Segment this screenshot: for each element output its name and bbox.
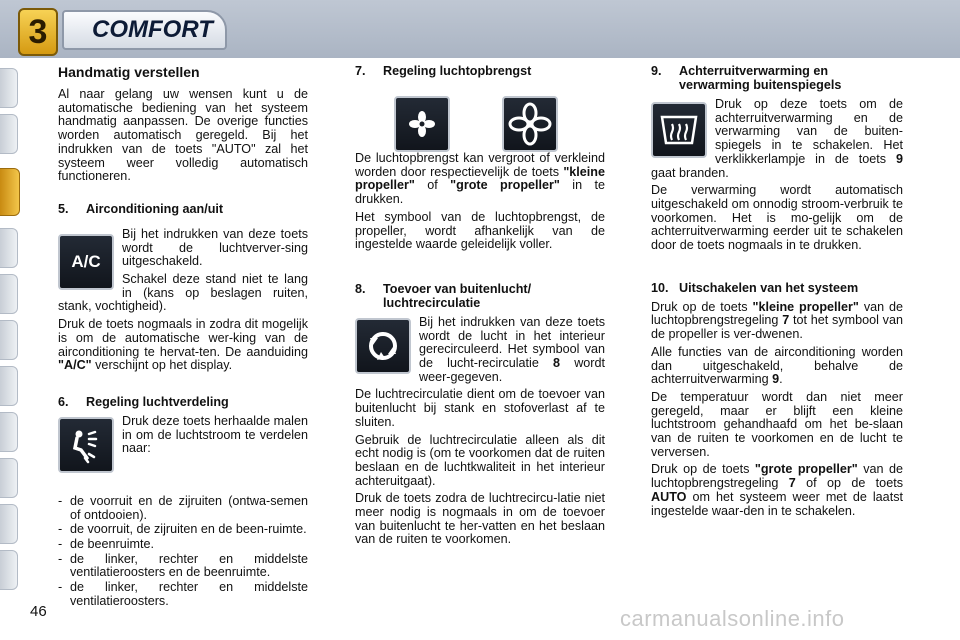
section-9-body [651,98,903,253]
paragraph: Schakel deze stand niet te lang in (kans op beslagen ruiten, stank, vochtigheid). [58,272,308,314]
paragraph: Druk de toets zodra de luchtrecircu-latie niet meer nodig is nogmaals in om de toevoer van buitenlucht te her-vatten en het beslaan van de ruiten te voorkomen. [355,491,605,547]
side-tab[interactable] [0,550,18,590]
distribution-list [58,477,308,609]
side-tab[interactable] [0,366,18,406]
section-9-heading [651,64,903,92]
section-number: 10. [651,280,669,295]
list-item: - de linker, rechter en middelste ventilatieroosters. [58,581,308,608]
small-fan-icon [394,96,450,152]
column-middle [355,64,605,84]
page-title: COMFORT [92,16,213,43]
page-number: 46 [30,603,47,620]
section-number: 5. [58,201,69,216]
section-heading: Handmatig verstellen [58,64,200,80]
paragraph: Gebruik de luchtrecirculatie alleen als dit echt nodig is (om te voorkomen dat de ruiten beslaan en de luchtkwaliteit in het interieur achteruitgaat). [355,432,605,488]
section-title: verwarming buitenspiegels [679,78,842,92]
paragraph: Bij het indrukken van deze toets wordt de lucht in het interieur gerecirculeerd. Het symbool van de lucht-recirculatie 8 wordt weer-gegeven. [419,314,605,384]
section-5-body [58,228,308,373]
section-title: Achterruitverwarming en [679,64,829,78]
column-left [58,64,308,610]
section-number: 7. [355,64,366,78]
paragraph: Druk op deze toets om de achterruitverwarming en de verwarming van de buiten-spiegels in te schakelen. Het verklikkerlampje in de toets 9 gaat branden. [651,97,903,180]
side-tab[interactable] [0,274,18,314]
large-fan-icon [502,96,558,152]
intro-paragraph: Al naar gelang uw wensen kunt u de automatische bediening van het systeem handmatig aanpassen. De overige functies worden automatisch geregeld. Bij het indrukken van de toets "AUTO" zal het systeem weer volledig automatisch functioneren. [58,87,308,184]
section-title: Toevoer van buitenlucht/ [383,281,532,296]
paragraph: De luchtrecirculatie dient om de toevoer van buitenlucht bij stank en stofoverlast af te sluiten. [355,387,605,429]
paragraph: Druk deze toets herhaalde malen in om de luchtstroom te verdelen naar: [122,413,308,456]
side-tab[interactable] [0,458,18,498]
section-number: 6. [58,394,69,409]
section-title: Airconditioning aan/uit [86,201,224,216]
paragraph: Alle functies van de airconditioning worden dan uitgeschakeld, behalve de achterruitverwarming 9. [651,344,903,387]
paragraph: De temperatuur wordt dan niet meer geregeld, maar er blijft een kleine luchtstroom gehandhaafd om het be-slaan van de ruiten te voorkomen en de lucht te verversen. [651,389,903,459]
side-tab[interactable] [0,504,18,544]
section-title: Uitschakelen van het systeem [679,280,859,295]
paragraph: De verwarming wordt automatisch uitgeschakeld om onnodig stroom-verbruik te voorkomen. Het is mo-gelijk om de achterruitverwarming eerder uit te schakelen door de toets nogmaals in te drukken. [651,183,903,253]
section-title: Regeling luchtopbrengst [383,64,532,78]
section-number: 8. [355,281,366,296]
side-tab[interactable] [0,412,18,452]
ac-icon-label: A/C [71,251,101,271]
section-title: Regeling luchtverdeling [86,394,229,409]
paragraph: Bij het indrukken van deze toets wordt de luchtverver-sing uitgeschakeld. [122,226,308,269]
section-5-heading [58,202,308,216]
column-right [651,64,903,522]
section-8-body [355,316,605,547]
rear-defrost-icon [651,102,707,158]
chapter-number-badge: 3 [18,8,58,56]
section-8-heading [355,282,605,310]
section-7-heading [355,64,605,78]
paragraph: De luchtopbrengst kan vergroot of verkleind worden door respectievelijk de toets "kleine propeller" of "grote propeller" in te drukken. [355,151,605,207]
column-middle-body [355,152,605,551]
paragraph: Druk de toets nogmaals in zodra dit mogelijk is om de automatische wer-king van de airconditioning te hervat-ten. De aanduiding "A/C" verschijnt op het display. [58,317,308,373]
side-tab[interactable] [0,114,18,154]
list-item: - de voorruit, de zijruiten en de been-ruimte. [58,523,308,537]
air-distribution-icon [58,417,114,473]
section-title: luchtrecirculatie [383,295,481,310]
recirculation-icon [355,318,411,374]
list-item: - de beenruimte. [58,538,308,552]
list-item: - de linker, rechter en middelste ventilatieroosters en de beenruimte. [58,553,308,580]
paragraph: Druk op de toets "kleine propeller" van de luchtopbrengstregeling 7 tot het symbool van de propeller is ver-dwenen. [651,299,904,342]
ac-button-icon [58,234,114,290]
watermark: carmanualsonline.info [620,606,845,631]
side-tab[interactable] [0,228,18,268]
side-tab[interactable] [0,68,18,108]
section-10-heading [651,281,903,295]
section-6-heading [58,395,308,409]
side-tab[interactable] [0,320,18,360]
section-number: 9. [651,64,662,78]
chapter-side-rail [0,60,22,590]
side-tab-active[interactable] [0,168,20,216]
paragraph: Het symbool van de luchtopbrengst, de propeller, wordt afhankelijk van de ingestelde waarde geleidelijk voller. [355,209,605,252]
section-6-body [58,415,308,456]
paragraph: Druk op de toets "grote propeller" van de luchtopbrengstregeling 7 of op de toets AUTO om het systeem weer met de laatst ingestelde waar-den in te schakelen. [651,462,904,518]
list-item: - de voorruit en de zijruiten (ontwa-semen of ontdooien). [58,495,308,522]
